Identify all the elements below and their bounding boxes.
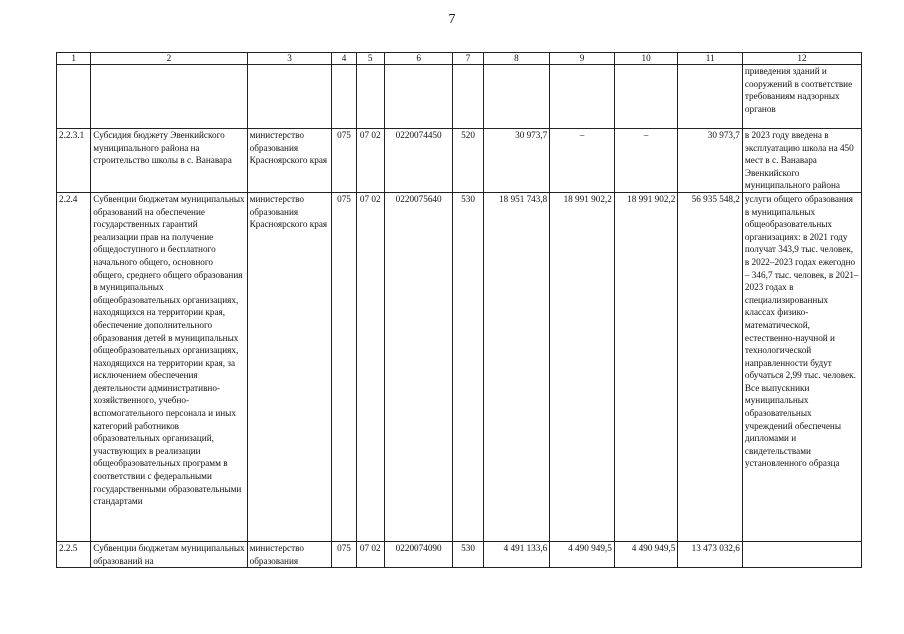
page-number: 7 — [448, 12, 456, 27]
grbs-code: 075 — [332, 192, 356, 541]
continuation-row — [57, 65, 862, 129]
table-row — [57, 192, 862, 541]
amount-2022: – — [550, 129, 615, 193]
result-cell: в 2023 году введена в эксплуатацию школа на 450 мест в с. Ванавара Эвенкийского муниципального района — [742, 129, 861, 193]
amount-total: 13 473 032,6 — [678, 541, 743, 567]
amount-2023: 18 991 902,2 — [614, 192, 678, 541]
header-cell: 5 — [356, 53, 384, 65]
result-cell — [742, 541, 861, 567]
amount-2023: 4 490 949,5 — [614, 541, 678, 567]
measure-name: Субсидия бюджету Эвенкийского муниципального района на строительство школы в с. Ванавара — [91, 129, 247, 193]
budget-table — [56, 52, 862, 568]
vr-code: 530 — [453, 192, 483, 541]
amount-2023: – — [614, 129, 678, 193]
header-cell: 9 — [550, 53, 615, 65]
rzpr-code: 07 02 — [356, 129, 384, 193]
administrator: министерство образования Красноярского края — [247, 192, 332, 541]
header-cell: 10 — [614, 53, 678, 65]
header-cell: 2 — [91, 53, 247, 65]
header-cell: 11 — [678, 53, 743, 65]
row-number: 2.2.3.1 — [57, 129, 91, 193]
amount-2021: 4 491 133,6 — [483, 541, 550, 567]
rzpr-code: 07 02 — [356, 541, 384, 567]
amount-total: 30 973,7 — [678, 129, 743, 193]
header-cell: 6 — [384, 53, 453, 65]
vr-code: 530 — [453, 541, 483, 567]
table-row — [57, 129, 862, 193]
grbs-code: 075 — [332, 129, 356, 193]
amount-2022: 18 991 902,2 — [550, 192, 615, 541]
grbs-code: 075 — [332, 541, 356, 567]
header-cell: 3 — [247, 53, 332, 65]
amount-2022: 4 490 949,5 — [550, 541, 615, 567]
row-number: 2.2.4 — [57, 192, 91, 541]
measure-name: Субвенции бюджетам муниципальных образований на — [91, 541, 247, 567]
header-cell: 12 — [742, 53, 861, 65]
amount-total: 56 935 548,2 — [678, 192, 743, 541]
csr-code: 0220074090 — [384, 541, 453, 567]
administrator: министерство образования Красноярского края — [247, 129, 332, 193]
header-row — [57, 53, 862, 65]
vr-code: 520 — [453, 129, 483, 193]
administrator: министерство образования — [247, 541, 332, 567]
result-cell: услуги общего образования в муниципальных общеобразовательных организациях: в 2021 году получат 343,9 тыс. человек, в 2022–2023 годах ежегодно – 346,7 тыс. человек, в 2021–2023 годах в специализированных классах физико-математической, естественно-научной и технологической направленности будут обучаться 2,99 тыс. человек. Все выпускники муниципальных образовательных учреждений обеспечены дипломами и свидетельствами установленного образца — [742, 192, 861, 541]
header-cell: 4 — [332, 53, 356, 65]
row-number: 2.2.5 — [57, 541, 91, 567]
amount-2021: 30 973,7 — [483, 129, 550, 193]
csr-code: 0220075640 — [384, 192, 453, 541]
amount-2021: 18 951 743,8 — [483, 192, 550, 541]
measure-name: Субвенции бюджетам муниципальных образований на обеспечение государственных гарантий реализации прав на получение общедоступного и бесплатного начального общего, основного общего, среднего общего образования в муниципальных общеобразовательных организациях, находящихся на территории края, обеспечение дополнительного образования детей в муниципальных общеобразовательных организациях, находящихся на территории края, за исключением обеспечения деятельности административно-хозяйственного, учебно-вспомогательного персонала и иных категорий работников образовательных организаций, участвующих в реализации общеобразовательных программ в соответствии с федеральными государственными образовательными стандартами — [91, 192, 247, 541]
header-cell: 7 — [453, 53, 483, 65]
result-cell: приведения зданий и сооружений в соответствие требованиям надзорных органов — [742, 65, 861, 129]
csr-code: 0220074450 — [384, 129, 453, 193]
rzpr-code: 07 02 — [356, 192, 384, 541]
table-row — [57, 541, 862, 567]
header-cell: 8 — [483, 53, 550, 65]
header-cell: 1 — [57, 53, 91, 65]
